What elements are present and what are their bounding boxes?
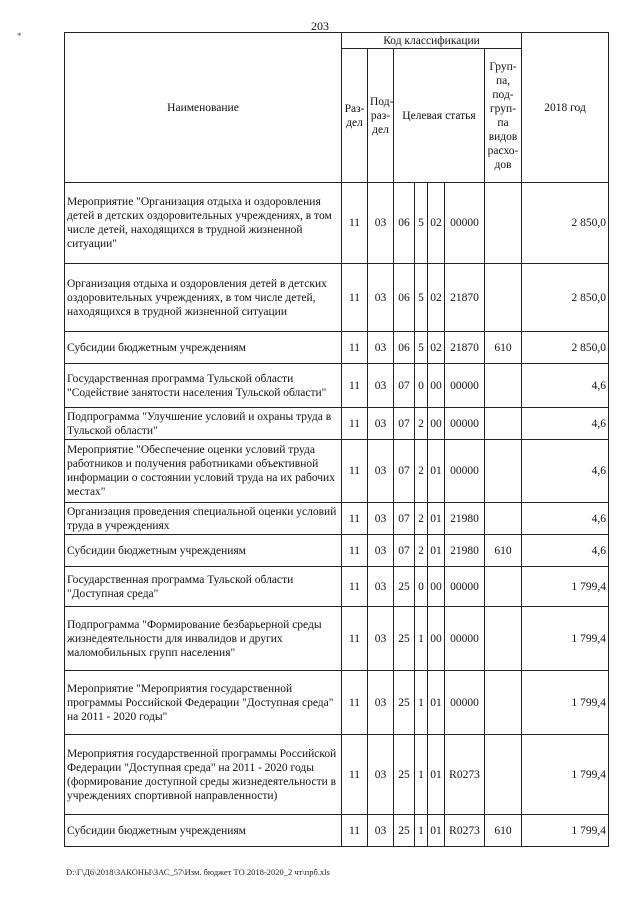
section-cell: 11 [342,264,368,332]
section-cell: 11 [342,503,368,535]
event-code-cell: 00 [428,408,445,440]
subprogram-code-cell: 5 [415,332,428,364]
amount-cell: 2 850,0 [522,264,609,332]
subprogram-code-cell: 2 [415,440,428,503]
program-code-cell: 07 [394,503,415,535]
section-cell: 11 [342,567,368,607]
expense-type-cell [485,567,522,607]
direction-code-cell: 00000 [445,364,485,408]
table-row [65,264,609,332]
subprogram-code-cell: 0 [415,567,428,607]
header-classification: Код классификации [342,33,522,49]
amount-cell: 2 850,0 [522,183,609,264]
subprogram-code-cell: 5 [415,264,428,332]
table-row [65,440,609,503]
subsection-cell: 03 [368,264,394,332]
expense-type-cell [485,408,522,440]
section-cell: 11 [342,183,368,264]
header-section: Раз- дел [342,49,368,183]
direction-code-cell: 00000 [445,183,485,264]
table-row [65,183,609,264]
expense-type-cell: 610 [485,332,522,364]
row-name: Мероприятие "Организация отдыха и оздоровления детей в детских оздоровительных учреждениях, в том числе детей, находящихся в трудной жизненной ситуации" [65,183,342,264]
direction-code-cell: 00000 [445,408,485,440]
program-code-cell: 25 [394,607,415,671]
event-code-cell: 01 [428,503,445,535]
amount-cell: 1 799,4 [522,607,609,671]
expense-type-cell [485,503,522,535]
section-cell: 11 [342,607,368,671]
direction-code-cell: 21980 [445,535,485,567]
subprogram-code-cell: 2 [415,503,428,535]
event-code-cell: 02 [428,332,445,364]
section-cell: 11 [342,408,368,440]
event-code-cell: 00 [428,607,445,671]
direction-code-cell: 21870 [445,332,485,364]
amount-cell: 1 799,4 [522,567,609,607]
section-cell: 11 [342,815,368,847]
file-path-footer: D:\Г\Д6\2018\ЗАКОНЫ\ЗАС_57\Изм. бюджет ТО 2018-2020_2 чт\прб.xls [66,867,330,877]
section-cell: 11 [342,671,368,735]
table-row [65,567,609,607]
header-target-article: Целевая статья [394,49,485,183]
row-name: Государственная программа Тульской области "Доступная среда" [65,567,342,607]
table-row [65,535,609,567]
expense-type-cell [485,264,522,332]
header-expense-group: Груп- па, под- груп- па видов расхо- дов [485,49,522,183]
amount-cell: 1 799,4 [522,815,609,847]
page-number: 203 [311,19,329,33]
header-name: Наименование [65,33,342,183]
table-row [65,671,609,735]
row-name: Государственная программа Тульской области "Содействие занятости населения Тульской области" [65,364,342,408]
table-row [65,364,609,408]
program-code-cell: 07 [394,535,415,567]
expense-type-cell [485,671,522,735]
subprogram-code-cell: 2 [415,535,428,567]
amount-cell: 4,6 [522,503,609,535]
row-name: Мероприятия государственной программы Российской Федерации "Доступная среда" на 2011 - 2020 годы (формирование доступной среды жизнедеятельности в учреждениях спортивной направленности) [65,735,342,815]
row-name: Субсидии бюджетным учреждениям [65,535,342,567]
subsection-cell: 03 [368,332,394,364]
row-name: Организация отдыха и оздоровления детей в детских оздоровительных учреждениях, в том числе детей, находящихся в трудной жизненной ситуации [65,264,342,332]
event-code-cell: 02 [428,264,445,332]
event-code-cell: 02 [428,183,445,264]
event-code-cell: 00 [428,567,445,607]
direction-code-cell: 21980 [445,503,485,535]
subsection-cell: 03 [368,408,394,440]
program-code-cell: 06 [394,183,415,264]
table-row [65,735,609,815]
event-code-cell: 00 [428,364,445,408]
direction-code-cell: 00000 [445,440,485,503]
subsection-cell: 03 [368,671,394,735]
direction-code-cell: 00000 [445,671,485,735]
subsection-cell: 03 [368,607,394,671]
amount-cell: 2 850,0 [522,332,609,364]
expense-type-cell: 610 [485,815,522,847]
row-name: Субсидии бюджетным учреждениям [65,815,342,847]
event-code-cell: 01 [428,440,445,503]
event-code-cell: 01 [428,535,445,567]
row-name: Организация проведения специальной оценки условий труда в учреждениях [65,503,342,535]
subsection-cell: 03 [368,735,394,815]
subsection-cell: 03 [368,364,394,408]
row-name: Подпрограмма "Формирование безбарьерной среды жизнедеятельности для инвалидов и других маломобильных групп населения" [65,607,342,671]
expense-type-cell [485,735,522,815]
subprogram-code-cell: 1 [415,815,428,847]
subprogram-code-cell: 1 [415,607,428,671]
table-header [65,33,609,183]
subsection-cell: 03 [368,535,394,567]
section-cell: 11 [342,735,368,815]
section-cell: 11 [342,332,368,364]
header-year: 2018 год [522,33,609,183]
program-code-cell: 25 [394,815,415,847]
program-code-cell: 06 [394,332,415,364]
program-code-cell: 25 [394,567,415,607]
expense-type-cell [485,607,522,671]
direction-code-cell: R0273 [445,735,485,815]
amount-cell: 4,6 [522,364,609,408]
subsection-cell: 03 [368,567,394,607]
direction-code-cell: R0273 [445,815,485,847]
header-subsection: Под- раз- дел [368,49,394,183]
table-row [65,503,609,535]
expense-type-cell [485,183,522,264]
section-cell: 11 [342,440,368,503]
program-code-cell: 07 [394,408,415,440]
amount-cell: 4,6 [522,408,609,440]
row-name: Мероприятие "Обеспечение оценки условий труда работников и получения работниками объективной информации о состоянии условий труда на их рабочих местах" [65,440,342,503]
subsection-cell: 03 [368,440,394,503]
subsection-cell: 03 [368,503,394,535]
amount-cell: 4,6 [522,535,609,567]
direction-code-cell: 21870 [445,264,485,332]
subprogram-code-cell: 1 [415,671,428,735]
program-code-cell: 07 [394,364,415,408]
table-row [65,408,609,440]
event-code-cell: 01 [428,671,445,735]
subprogram-code-cell: 0 [415,364,428,408]
amount-cell: 1 799,4 [522,671,609,735]
subsection-cell: 03 [368,183,394,264]
section-cell: 11 [342,535,368,567]
table-row [65,815,609,847]
budget-table [64,32,609,847]
amount-cell: 1 799,4 [522,735,609,815]
row-name: Субсидии бюджетным учреждениям [65,332,342,364]
subprogram-code-cell: 5 [415,183,428,264]
event-code-cell: 01 [428,735,445,815]
table-row [65,332,609,364]
direction-code-cell: 00000 [445,607,485,671]
direction-code-cell: 00000 [445,567,485,607]
expense-type-cell [485,364,522,408]
expense-type-cell [485,440,522,503]
program-code-cell: 25 [394,671,415,735]
row-name: Мероприятие "Мероприятия государственной программы Российской Федерации "Доступная среда" на 2011 - 2020 годы" [65,671,342,735]
expense-type-cell: 610 [485,535,522,567]
table-row [65,607,609,671]
section-cell: 11 [342,364,368,408]
program-code-cell: 07 [394,440,415,503]
amount-cell: 4,6 [522,440,609,503]
subprogram-code-cell: 1 [415,735,428,815]
table-body [65,183,609,847]
program-code-cell: 06 [394,264,415,332]
program-code-cell: 25 [394,735,415,815]
subprogram-code-cell: 2 [415,408,428,440]
row-name: Подпрограмма "Улучшение условий и охраны труда в Тульской области" [65,408,342,440]
event-code-cell: 01 [428,815,445,847]
margin-mark: * [17,31,22,41]
subsection-cell: 03 [368,815,394,847]
